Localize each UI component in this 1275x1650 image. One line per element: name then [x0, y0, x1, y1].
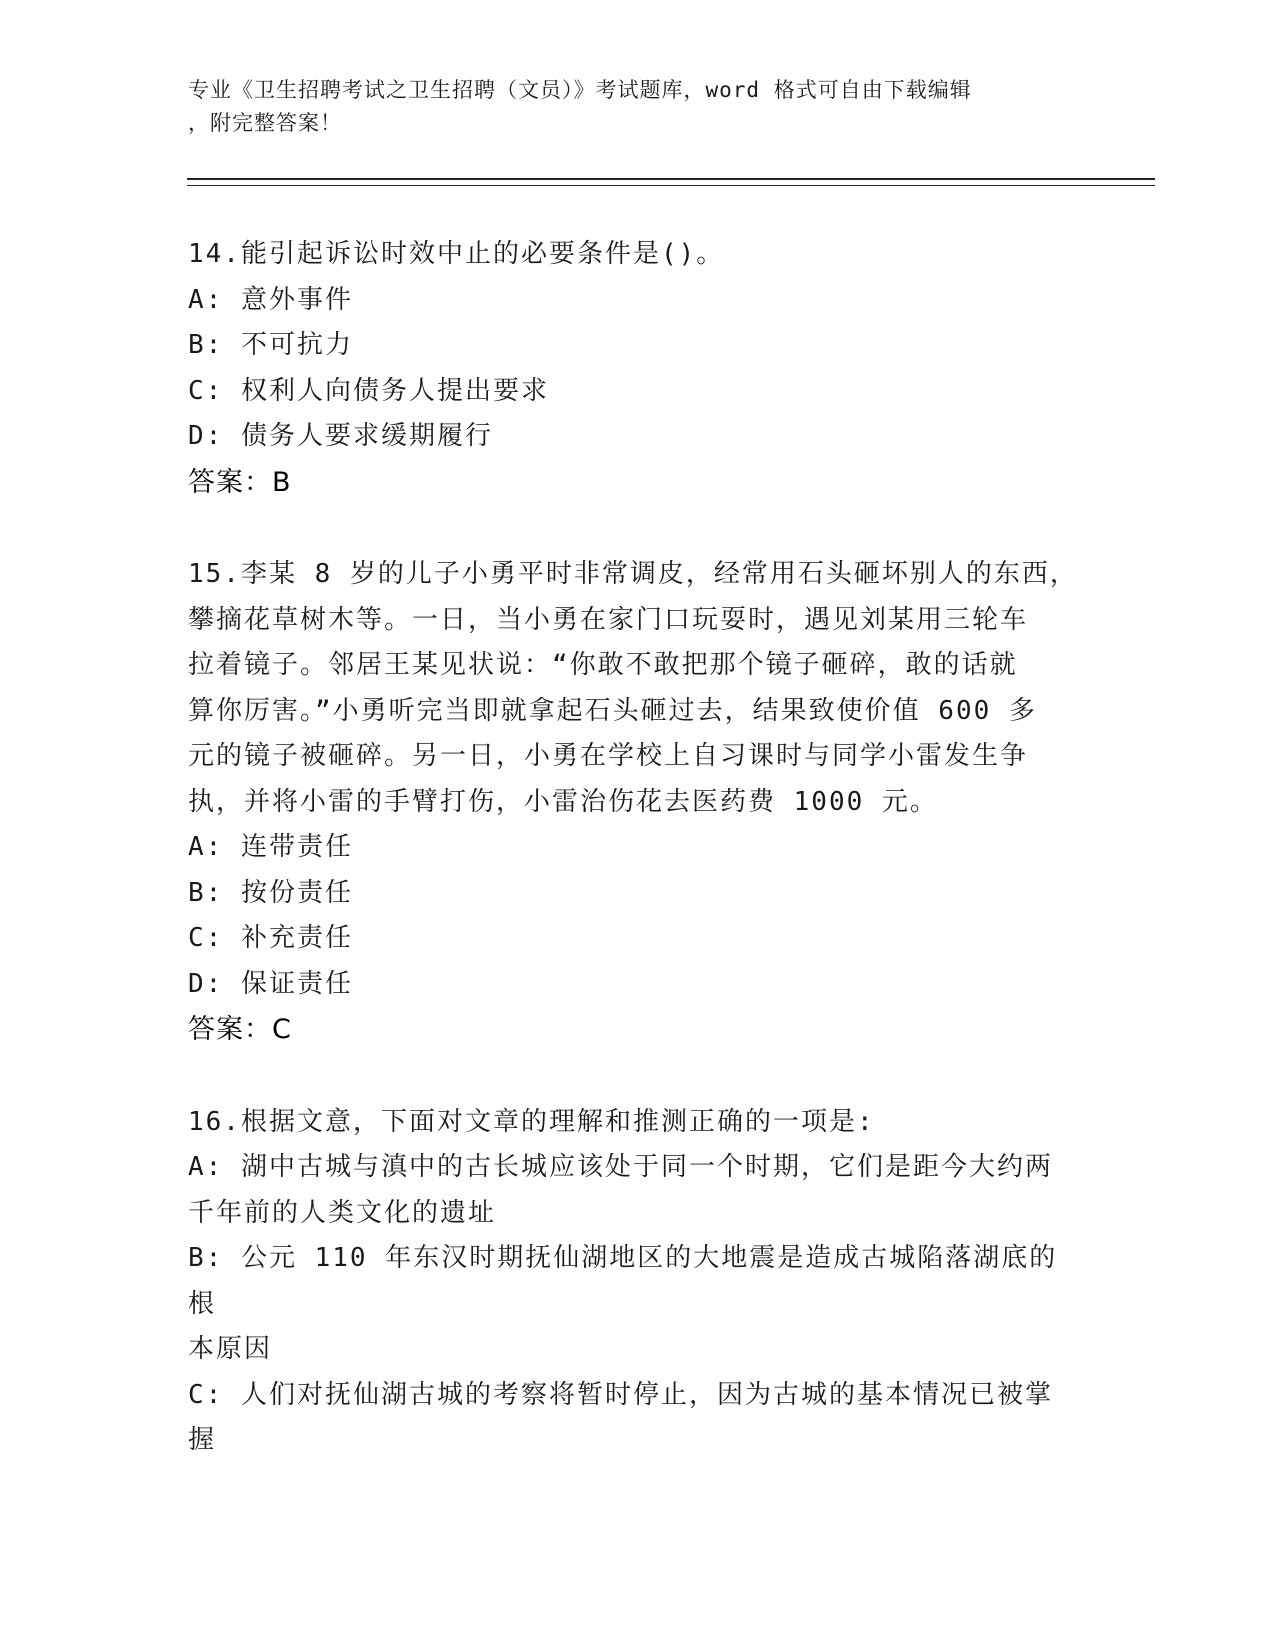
option-c-line-1: C: 人们对抚仙湖古城的考察将暂时停止，因为古城的基本情况已被掌 — [188, 1379, 1053, 1410]
answer-label: 答案：C — [188, 1014, 292, 1045]
option-a-line-2: 千年前的人类文化的遗址 — [188, 1197, 497, 1228]
question-stem-line: 元的镜子被砸碎。另一日，小勇在学校上自习课时与同学小雷发生争 — [188, 741, 1029, 771]
option-b: B: 不可抗力 — [188, 330, 353, 360]
question-stem-line: 攀摘花草树木等。一日，当小勇在家门口玩耍时，遇见刘某用三轮车 — [188, 604, 1029, 635]
document-header — [188, 74, 1088, 140]
answer-label: 答案：B — [188, 466, 292, 498]
option-d: D: 债务人要求缓期履行 — [188, 421, 493, 451]
option-c: C: 补充责任 — [188, 923, 353, 953]
question-stem-line: 算你厉害。”小勇听完当即就拿起石头砸过去，结果致使价值 600 多 — [188, 695, 1037, 726]
option-a: A: 意外事件 — [188, 284, 353, 315]
header-line-2: ，附完整答案！ — [188, 111, 342, 135]
option-c: C: 权利人向债务人提出要求 — [188, 375, 549, 406]
question-stem-line: 拉着镜子。邻居王某见状说：“你敢不敢把那个镜子砸碎，敢的话就 — [188, 650, 1018, 680]
question-stem: 16.根据文意，下面对文章的理解和推测正确的一项是: — [188, 1106, 875, 1137]
option-a: A: 连带责任 — [188, 832, 353, 862]
question-stem-line: 15.李某 8 岁的儿子小勇平时非常调皮，经常用石头砸坏别人的东西， — [188, 559, 1078, 589]
question-14 — [188, 232, 1078, 505]
option-a-line-1: A: 湖中古城与滇中的古长城应该处于同一个时期，它们是距今大约两 — [188, 1152, 1053, 1182]
question-16 — [188, 1100, 1078, 1464]
question-stem: 14.能引起诉讼时效中止的必要条件是()。 — [188, 239, 725, 269]
option-c-line-2: 握 — [188, 1425, 217, 1455]
header-line-1: 专业《卫生招聘考试之卫生招聘（文员）》考试题库，word 格式可自由下载编辑 — [188, 78, 972, 102]
question-stem-line: 执，并将小雷的手臂打伤，小雷治伤花去医药费 1000 元。 — [188, 786, 938, 817]
option-d: D: 保证责任 — [188, 968, 353, 999]
option-b-line-2: 本原因 — [188, 1334, 273, 1364]
question-15 — [188, 552, 1078, 1053]
option-b-line-1: B: 公元 110 年东汉时期抚仙湖地区的大地震是造成古城陷落湖底的根 — [188, 1243, 1058, 1319]
question-list — [188, 232, 1078, 1464]
header-divider — [187, 178, 1155, 186]
option-b: B: 按份责任 — [188, 877, 353, 908]
